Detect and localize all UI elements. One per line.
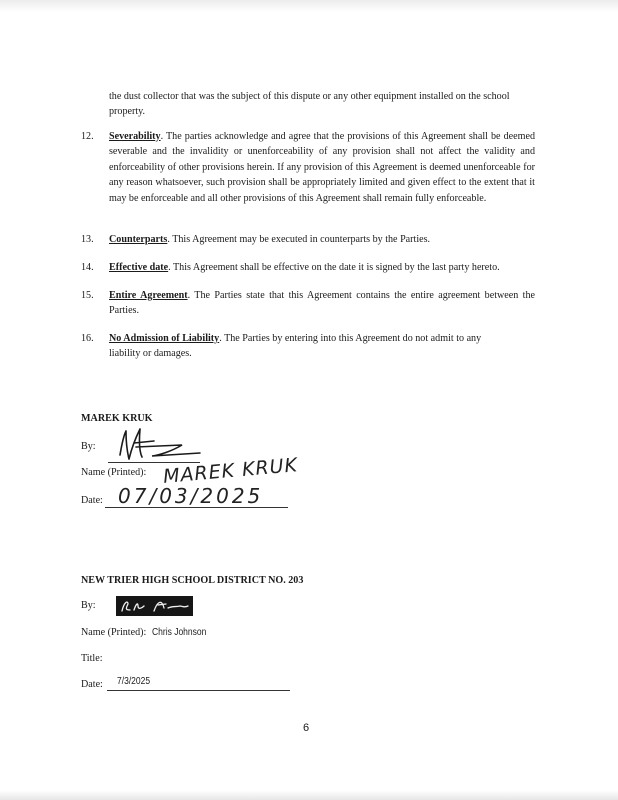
party2-date-line: [107, 690, 290, 691]
party2-by-label: By:: [81, 600, 96, 611]
party1-printed-name: MAREK KRUK: [162, 454, 299, 488]
section-effective-date: [109, 260, 535, 275]
section-heading: Severability: [109, 131, 161, 142]
scan-bottom-shading: [0, 790, 618, 800]
section-entire-agreement: [109, 288, 535, 319]
party2-signature: [116, 596, 193, 616]
section-number: 15.: [81, 290, 94, 301]
party1-name: MAREK KRUK: [81, 413, 153, 424]
section-number: 12.: [81, 131, 94, 142]
section-text: . The parties acknowledge and agree that the provisions of this Agreement shall be deemed severable and the invalidity or unenforceability of any provision shall not affect the validity and enforceability of other provisions herein. If any provision of this Agreement is deemed unenforceable for any reason whatsoever, such provision shall be appropriately limited and given effect to the extent that it may be enforceable and all other provisions of this Agreement shall remain fully enforceable.: [109, 131, 535, 204]
section-text: . The Parties state that this Agreement contains the entire agreement between the Parties.: [109, 290, 535, 317]
section-number: 16.: [81, 333, 94, 344]
party2-printed-name: Chris Johnson: [152, 627, 207, 638]
section-number: 13.: [81, 234, 94, 245]
section-no-admission: [109, 331, 509, 362]
section-counterparts: [109, 232, 535, 247]
section-heading: Effective date: [109, 262, 169, 273]
section-number: 14.: [81, 262, 94, 273]
section-text: . This Agreement shall be effective on the date it is signed by the last party hereto.: [168, 262, 500, 273]
party1-date-label: Date:: [81, 495, 103, 506]
party2-title-label: Title:: [81, 653, 103, 664]
party1-by-label: By:: [81, 441, 96, 452]
party1-date: 07/03/2025: [118, 484, 264, 508]
section-heading: Counterparts: [109, 234, 168, 245]
party1-signature: [112, 425, 202, 465]
party1-name-label: Name (Printed):: [81, 467, 147, 478]
section-text: . The Parties by entering into this Agreement do not admit to any liability or damages.: [109, 333, 482, 360]
party1-date-line: [105, 507, 288, 508]
scan-top-shading: [0, 0, 618, 12]
section-severability: [109, 129, 535, 206]
section-text: . This Agreement may be executed in counterparts by the Parties.: [167, 234, 431, 245]
section-heading: No Admission of Liability: [109, 333, 220, 344]
page-number: 6: [303, 722, 310, 734]
section-heading: Entire Agreement: [109, 290, 188, 301]
party2-name: NEW TRIER HIGH SCHOOL DISTRICT NO. 203: [81, 575, 304, 586]
party2-name-label: Name (Printed):: [81, 627, 147, 638]
continuation-paragraph: the dust collector that was the subject of this dispute or any other equipment installed on the school property.: [109, 91, 510, 118]
party2-date-label: Date:: [81, 679, 103, 690]
party2-date: 7/3/2025: [117, 676, 151, 687]
